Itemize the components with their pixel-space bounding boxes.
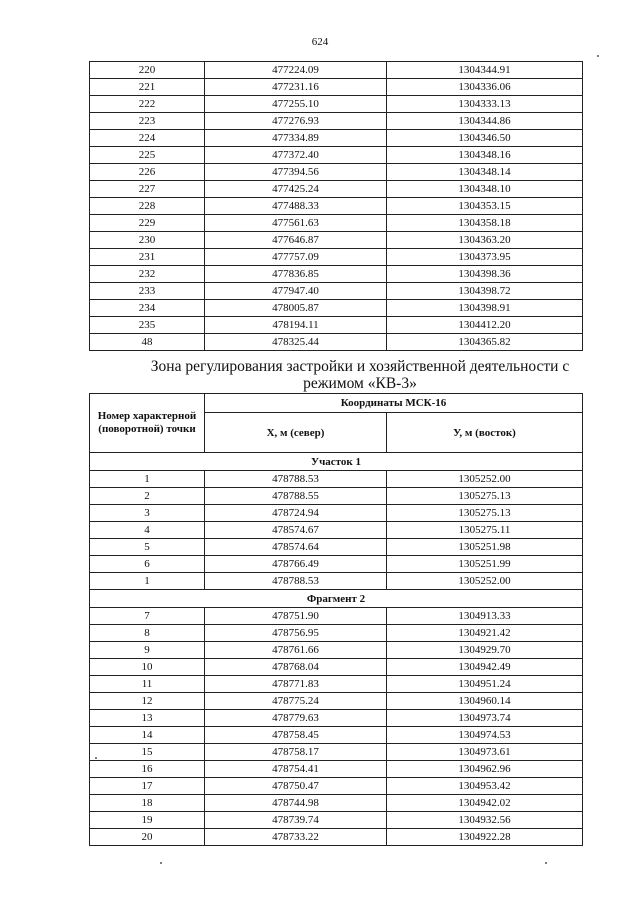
cell-y-coordinate: 1304363.20 bbox=[387, 232, 583, 249]
cell-y-coordinate: 1304951.24 bbox=[387, 676, 583, 693]
cell-x-coordinate: 478756.95 bbox=[205, 625, 387, 642]
cell-point-number: 4 bbox=[90, 522, 205, 539]
cell-point-number: 229 bbox=[90, 215, 205, 232]
cell-y-coordinate: 1305252.00 bbox=[387, 573, 583, 590]
cell-y-coordinate: 1304929.70 bbox=[387, 642, 583, 659]
table-row bbox=[90, 130, 583, 147]
table-row bbox=[90, 164, 583, 181]
cell-y-coordinate: 1304942.49 bbox=[387, 659, 583, 676]
cell-x-coordinate: 477372.40 bbox=[205, 147, 387, 164]
table-row bbox=[90, 659, 583, 676]
cell-point-number: 8 bbox=[90, 625, 205, 642]
cell-point-number: 228 bbox=[90, 198, 205, 215]
table-row bbox=[90, 556, 583, 573]
cell-point-number: 234 bbox=[90, 300, 205, 317]
top-table-body bbox=[90, 62, 583, 351]
table-row bbox=[90, 795, 583, 812]
table-row bbox=[90, 676, 583, 693]
coordinates-table-continued bbox=[89, 61, 583, 351]
main-table-body bbox=[90, 453, 583, 846]
section-row bbox=[90, 590, 583, 608]
cell-y-coordinate: 1305252.00 bbox=[387, 471, 583, 488]
cell-x-coordinate: 478194.11 bbox=[205, 317, 387, 334]
header-y-east: У, м (восток) bbox=[387, 413, 583, 453]
scan-speck bbox=[597, 55, 599, 57]
table-row bbox=[90, 693, 583, 710]
cell-x-coordinate: 478574.64 bbox=[205, 539, 387, 556]
cell-x-coordinate: 477334.89 bbox=[205, 130, 387, 147]
cell-point-number: 222 bbox=[90, 96, 205, 113]
cell-y-coordinate: 1305275.13 bbox=[387, 488, 583, 505]
header-point-number: Номер характерной (поворотной) точки bbox=[90, 394, 205, 453]
coordinates-table-kv3 bbox=[89, 393, 583, 846]
cell-x-coordinate: 477231.16 bbox=[205, 79, 387, 96]
cell-x-coordinate: 478758.17 bbox=[205, 744, 387, 761]
table-row bbox=[90, 727, 583, 744]
cell-x-coordinate: 477488.33 bbox=[205, 198, 387, 215]
cell-point-number: 12 bbox=[90, 693, 205, 710]
table-row bbox=[90, 812, 583, 829]
cell-y-coordinate: 1304973.74 bbox=[387, 710, 583, 727]
cell-x-coordinate: 478761.66 bbox=[205, 642, 387, 659]
table-row bbox=[90, 744, 583, 761]
table-row bbox=[90, 539, 583, 556]
cell-y-coordinate: 1304353.15 bbox=[387, 198, 583, 215]
table-row bbox=[90, 573, 583, 590]
table-row bbox=[90, 181, 583, 198]
table-row bbox=[90, 232, 583, 249]
table-row bbox=[90, 113, 583, 130]
header-x-north: Х, м (север) bbox=[205, 413, 387, 453]
cell-point-number: 17 bbox=[90, 778, 205, 795]
table-row bbox=[90, 710, 583, 727]
table-row bbox=[90, 625, 583, 642]
table-row bbox=[90, 761, 583, 778]
cell-y-coordinate: 1304962.96 bbox=[387, 761, 583, 778]
cell-x-coordinate: 477561.63 bbox=[205, 215, 387, 232]
cell-x-coordinate: 477394.56 bbox=[205, 164, 387, 181]
table-row bbox=[90, 471, 583, 488]
cell-y-coordinate: 1304960.14 bbox=[387, 693, 583, 710]
cell-y-coordinate: 1304365.82 bbox=[387, 334, 583, 351]
cell-x-coordinate: 477836.85 bbox=[205, 266, 387, 283]
cell-point-number: 226 bbox=[90, 164, 205, 181]
cell-x-coordinate: 478751.90 bbox=[205, 608, 387, 625]
cell-y-coordinate: 1304358.18 bbox=[387, 215, 583, 232]
cell-x-coordinate: 477947.40 bbox=[205, 283, 387, 300]
table-row bbox=[90, 334, 583, 351]
cell-y-coordinate: 1305275.13 bbox=[387, 505, 583, 522]
cell-y-coordinate: 1304344.91 bbox=[387, 62, 583, 79]
cell-point-number: 220 bbox=[90, 62, 205, 79]
cell-y-coordinate: 1304922.28 bbox=[387, 829, 583, 846]
cell-x-coordinate: 478724.94 bbox=[205, 505, 387, 522]
cell-point-number: 9 bbox=[90, 642, 205, 659]
cell-y-coordinate: 1304932.56 bbox=[387, 812, 583, 829]
cell-point-number: 233 bbox=[90, 283, 205, 300]
cell-point-number: 231 bbox=[90, 249, 205, 266]
cell-y-coordinate: 1304333.13 bbox=[387, 96, 583, 113]
scan-speck bbox=[95, 757, 97, 759]
cell-point-number: 235 bbox=[90, 317, 205, 334]
cell-x-coordinate: 478744.98 bbox=[205, 795, 387, 812]
cell-point-number: 1 bbox=[90, 573, 205, 590]
cell-point-number: 14 bbox=[90, 727, 205, 744]
table-row bbox=[90, 522, 583, 539]
table-row bbox=[90, 249, 583, 266]
cell-point-number: 19 bbox=[90, 812, 205, 829]
cell-x-coordinate: 477757.09 bbox=[205, 249, 387, 266]
table-row bbox=[90, 778, 583, 795]
section-row bbox=[90, 453, 583, 471]
table-row bbox=[90, 608, 583, 625]
cell-x-coordinate: 478574.67 bbox=[205, 522, 387, 539]
cell-y-coordinate: 1304942.02 bbox=[387, 795, 583, 812]
cell-point-number: 227 bbox=[90, 181, 205, 198]
scan-speck bbox=[545, 862, 547, 864]
cell-point-number: 5 bbox=[90, 539, 205, 556]
cell-x-coordinate: 478325.44 bbox=[205, 334, 387, 351]
cell-point-number: 1 bbox=[90, 471, 205, 488]
cell-x-coordinate: 478768.04 bbox=[205, 659, 387, 676]
cell-point-number: 15 bbox=[90, 744, 205, 761]
cell-point-number: 11 bbox=[90, 676, 205, 693]
table-row bbox=[90, 147, 583, 164]
cell-point-number: 221 bbox=[90, 79, 205, 96]
cell-point-number: 13 bbox=[90, 710, 205, 727]
cell-y-coordinate: 1304973.61 bbox=[387, 744, 583, 761]
cell-y-coordinate: 1304412.20 bbox=[387, 317, 583, 334]
cell-y-coordinate: 1304348.14 bbox=[387, 164, 583, 181]
cell-x-coordinate: 478779.63 bbox=[205, 710, 387, 727]
table-header bbox=[90, 394, 583, 453]
cell-y-coordinate: 1304921.42 bbox=[387, 625, 583, 642]
cell-y-coordinate: 1305251.99 bbox=[387, 556, 583, 573]
cell-x-coordinate: 477255.10 bbox=[205, 96, 387, 113]
table-row bbox=[90, 79, 583, 96]
cell-y-coordinate: 1304398.91 bbox=[387, 300, 583, 317]
page-number: 624 bbox=[311, 36, 329, 48]
cell-x-coordinate: 478788.55 bbox=[205, 488, 387, 505]
cell-x-coordinate: 477425.24 bbox=[205, 181, 387, 198]
scan-speck bbox=[160, 862, 162, 864]
cell-point-number: 6 bbox=[90, 556, 205, 573]
section-title: Участок 1 bbox=[90, 453, 583, 471]
table-row bbox=[90, 829, 583, 846]
cell-x-coordinate: 478775.24 bbox=[205, 693, 387, 710]
cell-point-number: 7 bbox=[90, 608, 205, 625]
table-row bbox=[90, 62, 583, 79]
cell-point-number: 232 bbox=[90, 266, 205, 283]
cell-point-number: 16 bbox=[90, 761, 205, 778]
cell-x-coordinate: 477276.93 bbox=[205, 113, 387, 130]
table-row bbox=[90, 505, 583, 522]
table-row bbox=[90, 283, 583, 300]
table-row bbox=[90, 642, 583, 659]
cell-point-number: 225 bbox=[90, 147, 205, 164]
cell-y-coordinate: 1304398.36 bbox=[387, 266, 583, 283]
cell-point-number: 18 bbox=[90, 795, 205, 812]
cell-x-coordinate: 478005.87 bbox=[205, 300, 387, 317]
table-row bbox=[90, 96, 583, 113]
cell-x-coordinate: 478758.45 bbox=[205, 727, 387, 744]
cell-x-coordinate: 478750.47 bbox=[205, 778, 387, 795]
table-row bbox=[90, 488, 583, 505]
cell-point-number: 230 bbox=[90, 232, 205, 249]
cell-y-coordinate: 1304346.50 bbox=[387, 130, 583, 147]
section-title: Фрагмент 2 bbox=[90, 590, 583, 608]
cell-y-coordinate: 1304953.42 bbox=[387, 778, 583, 795]
cell-x-coordinate: 478788.53 bbox=[205, 471, 387, 488]
cell-point-number: 48 bbox=[90, 334, 205, 351]
cell-point-number: 2 bbox=[90, 488, 205, 505]
cell-y-coordinate: 1304373.95 bbox=[387, 249, 583, 266]
cell-x-coordinate: 477646.87 bbox=[205, 232, 387, 249]
cell-x-coordinate: 478739.74 bbox=[205, 812, 387, 829]
cell-x-coordinate: 478733.22 bbox=[205, 829, 387, 846]
cell-x-coordinate: 478788.53 bbox=[205, 573, 387, 590]
header-coordinates: Координаты МСК-16 bbox=[205, 394, 583, 413]
cell-y-coordinate: 1304344.86 bbox=[387, 113, 583, 130]
cell-point-number: 3 bbox=[90, 505, 205, 522]
zone-title: Зона регулирования застройки и хозяйственной деятельности с режимом «КВ-3» bbox=[150, 358, 570, 392]
cell-x-coordinate: 478754.41 bbox=[205, 761, 387, 778]
cell-x-coordinate: 478766.49 bbox=[205, 556, 387, 573]
table-row bbox=[90, 300, 583, 317]
cell-x-coordinate: 477224.09 bbox=[205, 62, 387, 79]
cell-y-coordinate: 1304348.16 bbox=[387, 147, 583, 164]
cell-y-coordinate: 1305275.11 bbox=[387, 522, 583, 539]
table-row bbox=[90, 317, 583, 334]
cell-y-coordinate: 1305251.98 bbox=[387, 539, 583, 556]
cell-y-coordinate: 1304336.06 bbox=[387, 79, 583, 96]
table-row bbox=[90, 215, 583, 232]
cell-x-coordinate: 478771.83 bbox=[205, 676, 387, 693]
cell-point-number: 224 bbox=[90, 130, 205, 147]
cell-y-coordinate: 1304348.10 bbox=[387, 181, 583, 198]
table-row bbox=[90, 266, 583, 283]
cell-y-coordinate: 1304398.72 bbox=[387, 283, 583, 300]
cell-y-coordinate: 1304913.33 bbox=[387, 608, 583, 625]
cell-y-coordinate: 1304974.53 bbox=[387, 727, 583, 744]
table-row bbox=[90, 198, 583, 215]
cell-point-number: 223 bbox=[90, 113, 205, 130]
cell-point-number: 10 bbox=[90, 659, 205, 676]
cell-point-number: 20 bbox=[90, 829, 205, 846]
